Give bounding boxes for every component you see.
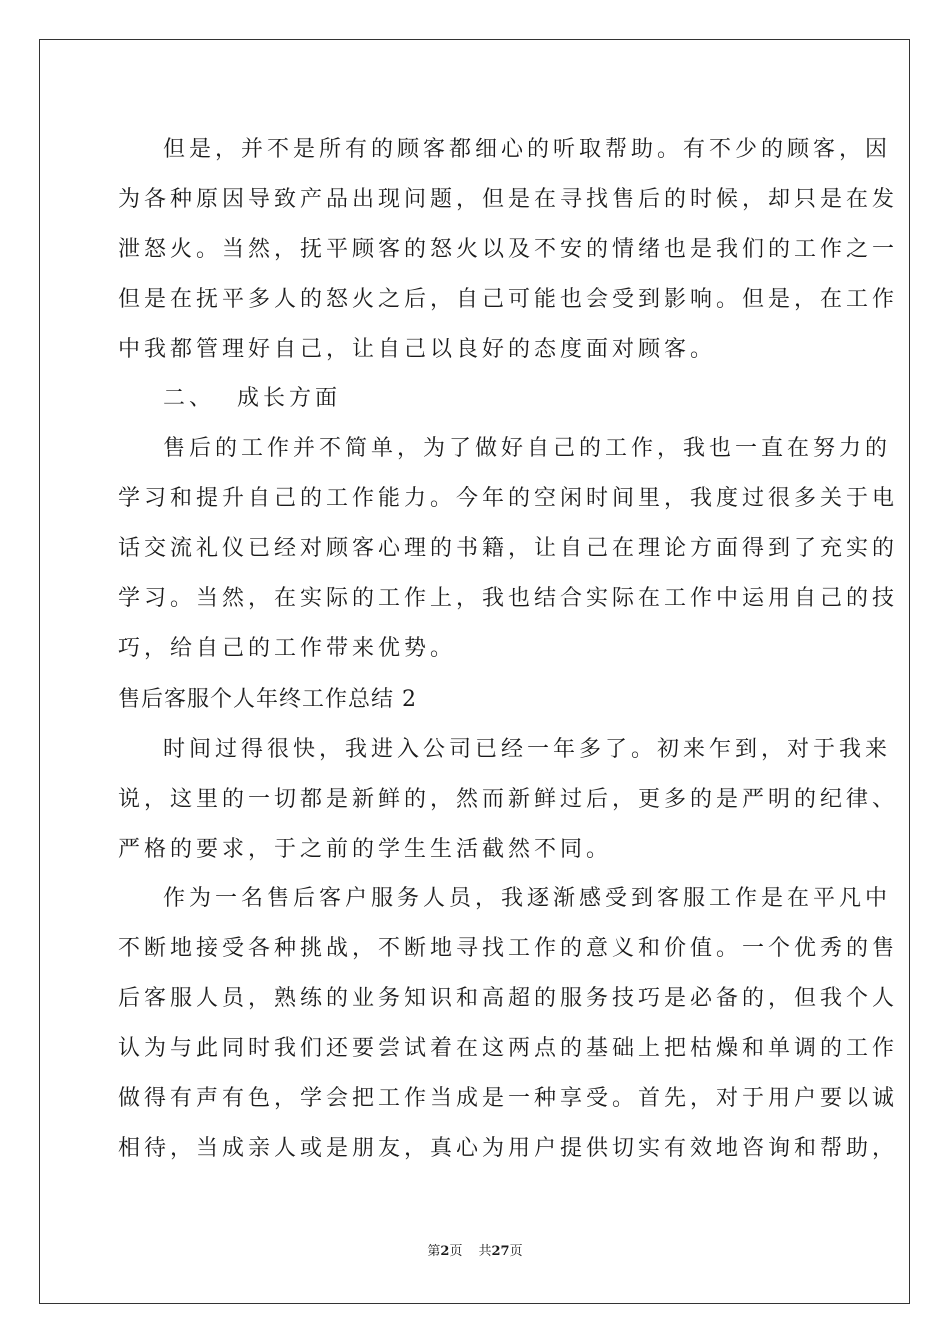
text-line: 认为与此同时我们还要尝试着在这两点的基础上把枯燥和单调的工作 bbox=[118, 1036, 899, 1061]
text-line: 时间过得很快，我进入公司已经一年多了。初来乍到，对于我来 bbox=[163, 737, 892, 762]
text-line: 售后的工作并不简单，为了做好自己的工作，我也一直在努力的 bbox=[163, 436, 892, 461]
total-pages: 27 bbox=[491, 1244, 510, 1259]
text-line: 严格的要求，于之前的学生生活截然不同。 bbox=[118, 837, 613, 862]
text-line: 中我都管理好自己，让自己以良好的态度面对顾客。 bbox=[118, 337, 717, 362]
text-line: 巧，给自己的工作带来优势。 bbox=[118, 636, 457, 661]
text-line: 学习和提升自己的工作能力。今年的空闲时间里，我度过很多关于电 bbox=[118, 486, 899, 511]
text-line: 不断地接受各种挑战，不断地寻找工作的意义和价值。一个优秀的售 bbox=[118, 936, 899, 961]
text-line: 说，这里的一切都是新鲜的，然而新鲜过后，更多的是严明的纪律、 bbox=[118, 787, 899, 812]
text-line: 相待，当成亲人或是朋友，真心为用户提供切实有效地咨询和帮助， bbox=[118, 1136, 899, 1161]
text-line: 话交流礼仪已经对顾客心理的书籍，让自己在理论方面得到了充实的 bbox=[118, 536, 899, 561]
page-border bbox=[39, 39, 910, 1304]
text-line: 学习。当然，在实际的工作上，我也结合实际在工作中运用自己的技 bbox=[118, 586, 899, 611]
text-line: 做得有声有色，学会把工作当成是一种享受。首先，对于用户要以诚 bbox=[118, 1086, 899, 1111]
text-line: 后客服人员，熟练的业务知识和高超的服务技巧是必备的，但我个人 bbox=[118, 986, 899, 1011]
page-number: 2 bbox=[440, 1244, 450, 1259]
page-prefix: 第 bbox=[427, 1244, 441, 1259]
article-title: 售后客服个人年终工作总结 2 bbox=[118, 687, 417, 712]
total-suffix: 页 bbox=[509, 1244, 523, 1259]
text-line: 为各种原因导致产品出现问题，但是在寻找售后的时候，却只是在发 bbox=[118, 187, 899, 212]
page-suffix: 页 bbox=[449, 1244, 463, 1259]
text-line: 作为一名售后客户服务人员，我逐渐感受到客服工作是在平凡中 bbox=[163, 886, 892, 911]
text-line: 但是在抚平多人的怒火之后，自己可能也会受到影响。但是，在工作 bbox=[118, 287, 899, 312]
text-line: 但是，并不是所有的顾客都细心的听取帮助。有不少的顾客，因 bbox=[163, 137, 892, 162]
section-heading: 二、 成长方面 bbox=[163, 386, 341, 411]
text-line: 泄怒火。当然，抚平顾客的怒火以及不安的情绪也是我们的工作之一 bbox=[118, 237, 899, 262]
total-prefix: 共 bbox=[478, 1244, 492, 1259]
page-footer bbox=[0, 1240, 950, 1259]
